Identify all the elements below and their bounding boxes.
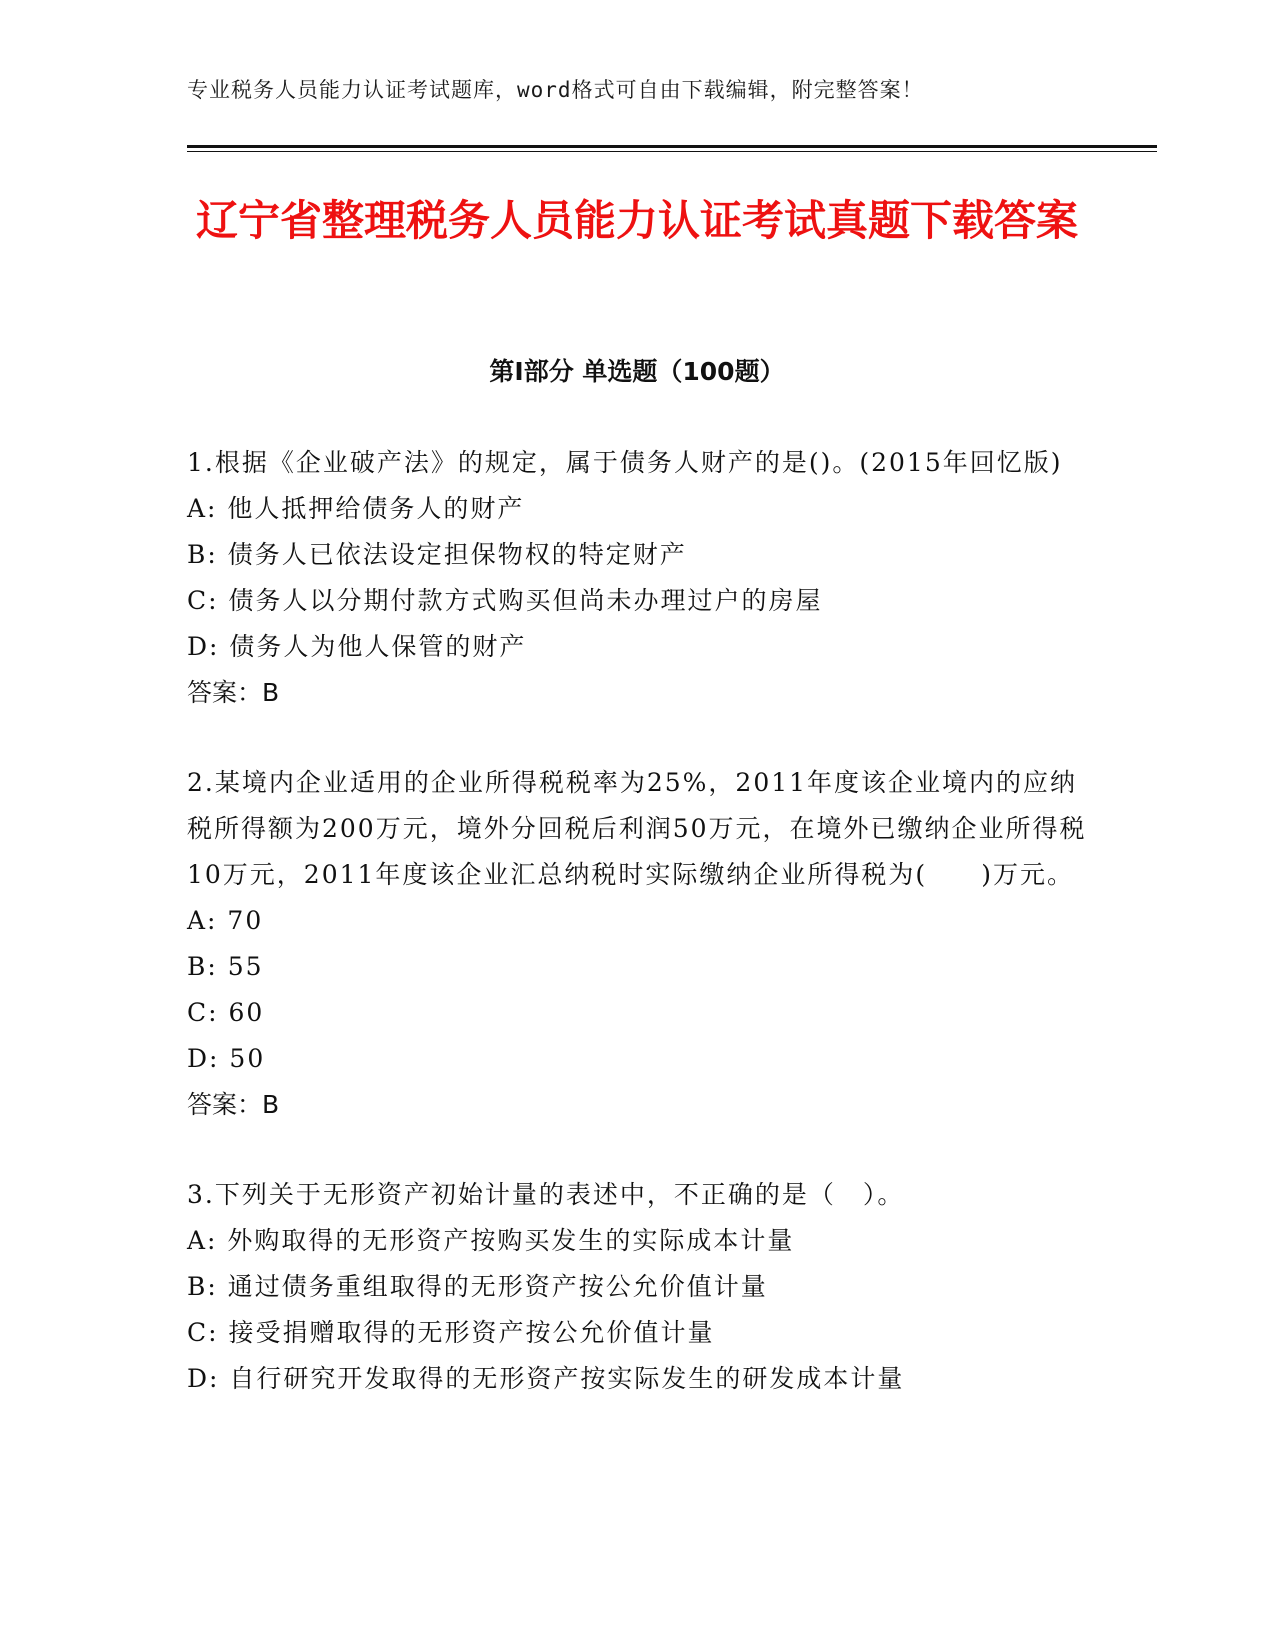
document-title: 辽宁省整理税务人员能力认证考试真题下载答案 xyxy=(195,196,1078,245)
option-b: B: 通过债务重组取得的无形资产按公允价值计量 xyxy=(187,1272,768,1301)
section-heading: 第Ⅰ部分 单选题（100题） xyxy=(489,357,785,386)
answer: 答案：B xyxy=(187,678,280,707)
question-list xyxy=(187,440,1087,1446)
option-c: C: 60 xyxy=(187,998,265,1027)
option-a: A: 外购取得的无形资产按购买发生的实际成本计量 xyxy=(187,1226,795,1255)
question-stem: 1.根据《企业破产法》的规定，属于债务人财产的是()。(2015年回忆版) xyxy=(187,448,1063,477)
question-1 xyxy=(187,440,1087,716)
question-stem: 2.某境内企业适用的企业所得税税率为25%，2011年度该企业境内的应纳税所得额为200万元，境外分回税后利润50万元，在境外已缴纳企业所得税10万元，2011年度该企业汇总纳税时实际缴纳企业所得税为( )万元。 xyxy=(187,768,1087,889)
option-b: B: 55 xyxy=(187,952,264,981)
option-d: D: 50 xyxy=(187,1044,266,1073)
option-b: B: 债务人已依法设定担保物权的特定财产 xyxy=(187,540,687,569)
option-a: A: 他人抵押给债务人的财产 xyxy=(187,494,525,523)
header-rule-thin xyxy=(187,151,1157,152)
question-3 xyxy=(187,1172,1087,1402)
option-d: D: 自行研究开发取得的无形资产按实际发生的研发成本计量 xyxy=(187,1364,905,1393)
option-a: A: 70 xyxy=(187,906,264,935)
answer: 答案：B xyxy=(187,1090,280,1119)
option-c: C: 债务人以分期付款方式购买但尚未办理过户的房屋 xyxy=(187,586,823,615)
header-note: 专业税务人员能力认证考试题库，word格式可自由下载编辑，附完整答案！ xyxy=(187,78,924,102)
question-stem: 3.下列关于无形资产初始计量的表述中，不正确的是（ ）。 xyxy=(187,1180,905,1209)
option-d: D: 债务人为他人保管的财产 xyxy=(187,632,527,661)
option-c: C: 接受捐赠取得的无形资产按公允价值计量 xyxy=(187,1318,715,1347)
header-rule-thick xyxy=(187,145,1157,148)
question-2 xyxy=(187,760,1087,1128)
